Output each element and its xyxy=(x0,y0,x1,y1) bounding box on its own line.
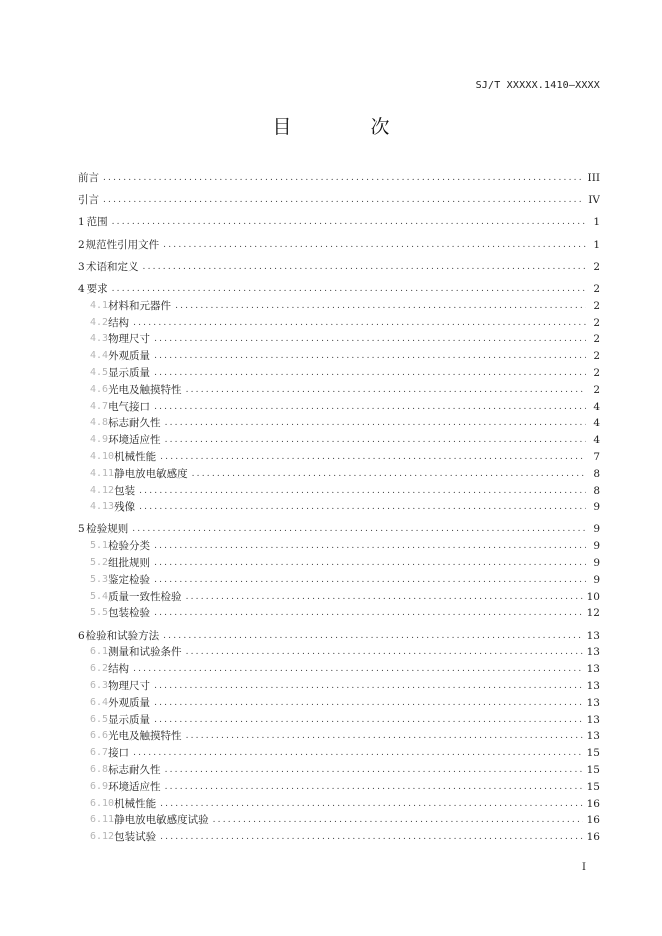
toc-entry[interactable] xyxy=(78,214,600,231)
toc-entry-page: 16 xyxy=(586,831,600,844)
toc-entry-page: 15 xyxy=(586,747,600,760)
toc-entry[interactable] xyxy=(78,762,600,779)
toc-entry-number: 4.12 xyxy=(90,484,115,496)
toc-dot-leader xyxy=(154,712,583,729)
toc-entry-number: 5.2 xyxy=(90,557,109,569)
toc-dot-leader xyxy=(139,499,586,516)
toc-dot-leader xyxy=(154,331,586,348)
toc-dot-leader xyxy=(160,829,583,846)
toc-dot-leader xyxy=(154,695,583,712)
toc-entry-label: 要求 xyxy=(86,282,108,295)
toc-entry-number: 6.6 xyxy=(90,730,109,742)
toc-dot-leader xyxy=(143,259,586,276)
toc-dot-leader xyxy=(154,348,586,365)
toc-entry-number: 6.8 xyxy=(90,764,109,776)
toc-entry[interactable] xyxy=(78,365,600,382)
toc-entry[interactable] xyxy=(78,415,600,432)
toc-entry-number: 6.2 xyxy=(90,663,109,675)
toc-entry-page: 2 xyxy=(593,383,600,396)
toc-dot-leader xyxy=(154,399,586,416)
toc-entry[interactable] xyxy=(78,678,600,695)
toc-entry-label: 静电放电敏感度 xyxy=(114,467,188,480)
toc-entry-number: 6.5 xyxy=(90,713,109,725)
toc-dot-leader xyxy=(154,678,583,695)
toc-entry-page: 2 xyxy=(593,260,600,273)
toc-entry-page: 2 xyxy=(593,282,600,295)
toc-entry[interactable] xyxy=(78,237,600,254)
toc-dot-leader xyxy=(133,745,583,762)
toc-entry-label: 光电及触摸特性 xyxy=(108,730,182,743)
toc-entry-page: 13 xyxy=(586,646,600,659)
toc-entry-label: 引言 xyxy=(78,194,99,207)
toc-entry[interactable] xyxy=(78,661,600,678)
toc-entry[interactable] xyxy=(78,483,600,500)
toc-entry[interactable] xyxy=(78,605,600,622)
toc-dot-leader xyxy=(186,589,583,606)
toc-entry-number: 6.9 xyxy=(90,780,109,792)
toc-dot-leader xyxy=(192,466,586,483)
document-code: SJ/T XXXXX.1410—XXXX xyxy=(475,80,600,91)
toc-entry-number: 4.2 xyxy=(90,316,109,328)
toc-entry-number: 6.4 xyxy=(90,696,109,708)
toc-dot-leader xyxy=(133,661,583,678)
toc-entry-page: 4 xyxy=(593,400,600,413)
toc-entry-number: 4.10 xyxy=(90,450,115,462)
toc-entry-label: 显示质量 xyxy=(108,713,151,726)
toc-entry-label: 测量和试验条件 xyxy=(108,646,182,659)
toc-entry[interactable] xyxy=(78,796,600,813)
toc-entry-number: 4.11 xyxy=(90,467,115,479)
toc-entry-number: 4.6 xyxy=(90,383,109,395)
toc-entry-label: 物理尺寸 xyxy=(108,680,151,693)
toc-entry[interactable] xyxy=(78,331,600,348)
toc-dot-leader xyxy=(165,762,583,779)
toc-entry-label: 机械性能 xyxy=(114,450,157,463)
toc-entry-page: 7 xyxy=(593,450,600,463)
toc-entry-page: 9 xyxy=(593,501,600,514)
toc-entry-page: 9 xyxy=(593,523,600,536)
toc-entry[interactable] xyxy=(78,555,600,572)
toc-entry-label: 环境适应性 xyxy=(108,780,161,793)
toc-entry-page: 10 xyxy=(586,590,600,603)
toc-entry-label: 外观质量 xyxy=(108,696,151,709)
toc-entry[interactable] xyxy=(78,728,600,745)
toc-entry-page: 2 xyxy=(593,333,600,346)
toc-entry[interactable] xyxy=(78,812,600,829)
toc-entry-page: 9 xyxy=(593,540,600,553)
toc-entry-page: 9 xyxy=(593,557,600,570)
toc-entry-label: 物理尺寸 xyxy=(108,333,151,346)
toc-dot-leader xyxy=(186,644,583,661)
toc-entry-number: 6 xyxy=(78,629,85,642)
toc-entry-page: 1 xyxy=(593,238,600,251)
toc-entry-page: 2 xyxy=(593,299,600,312)
toc-entry-number: 4.1 xyxy=(90,299,109,311)
toc-entry-page: 15 xyxy=(586,780,600,793)
toc-entry-number: 4.5 xyxy=(90,366,109,378)
toc-entry[interactable] xyxy=(78,466,600,483)
toc-entry[interactable] xyxy=(78,745,600,762)
toc-entry[interactable] xyxy=(78,499,600,516)
toc-entry-number: 6.7 xyxy=(90,747,109,759)
toc-dot-leader xyxy=(154,605,583,622)
toc-entry-label: 检验分类 xyxy=(108,540,151,553)
toc-entry-label: 前言 xyxy=(78,172,99,184)
toc-entry-page: 16 xyxy=(586,814,600,827)
toc-entry-label: 结构 xyxy=(108,316,130,329)
toc-entry-label: 规范性引用文件 xyxy=(85,238,160,251)
toc-entry-number: 6.3 xyxy=(90,680,109,692)
toc-entry[interactable] xyxy=(78,572,600,589)
toc-dot-leader xyxy=(160,449,586,466)
toc-entry-number: 4 xyxy=(78,282,85,295)
toc-entry-label: 电气接口 xyxy=(108,400,151,413)
toc-entry[interactable] xyxy=(78,348,600,365)
toc-entry[interactable] xyxy=(78,589,600,606)
toc-entry[interactable] xyxy=(78,695,600,712)
toc-entry-label: 术语和定义 xyxy=(86,260,139,273)
toc-entry-label: 材料和元器件 xyxy=(108,299,172,312)
toc-entry-number: 5.4 xyxy=(90,590,109,602)
toc-dot-leader xyxy=(163,237,586,254)
toc-entry-page: 16 xyxy=(586,797,600,810)
toc-entry-page: 13 xyxy=(586,680,600,693)
toc-entry-number: 5.3 xyxy=(90,573,109,585)
toc-entry-number: 4.13 xyxy=(90,501,115,513)
toc-dot-leader xyxy=(154,555,586,572)
toc-entry[interactable] xyxy=(78,712,600,729)
toc-dot-leader xyxy=(154,365,586,382)
toc-dot-leader xyxy=(175,298,586,315)
toc-entry-label: 外观质量 xyxy=(108,350,151,363)
toc-entry-number: 5.1 xyxy=(90,540,109,552)
toc-entry[interactable] xyxy=(78,315,600,332)
toc-entry-number: 6.12 xyxy=(90,831,115,843)
toc-entry-number: 5 xyxy=(78,523,85,536)
toc-entry-number: 1 xyxy=(78,216,85,229)
toc-entry-number: 4.4 xyxy=(90,350,109,362)
toc-entry[interactable] xyxy=(78,538,600,555)
toc-entry-number: 6.11 xyxy=(90,814,115,826)
toc-dot-leader xyxy=(154,572,586,589)
toc-entry-page: 13 xyxy=(586,663,600,676)
toc-entry-label: 包装试验 xyxy=(114,831,157,844)
toc-entry-label: 包装检验 xyxy=(108,607,151,620)
toc-entry-label: 检验和试验方法 xyxy=(85,629,160,642)
toc-dot-leader xyxy=(165,432,586,449)
page-title: 目 次 xyxy=(272,116,420,138)
toc-entry-label: 机械性能 xyxy=(114,797,157,810)
toc-entry-page: 13 xyxy=(586,730,600,743)
toc-entry-number: 6.10 xyxy=(90,797,115,809)
toc-entry-page: 2 xyxy=(593,366,600,379)
toc-dot-leader xyxy=(103,170,584,187)
toc-dot-leader xyxy=(139,483,586,500)
toc-entry-number: 2 xyxy=(78,238,85,251)
toc-dot-leader xyxy=(213,812,583,829)
toc-dot-leader xyxy=(160,796,583,813)
toc-entry[interactable] xyxy=(78,281,600,298)
toc-entry-label: 标志耐久性 xyxy=(108,417,161,430)
toc-entry-label: 接口 xyxy=(108,747,130,760)
toc-entry-page: 13 xyxy=(586,713,600,726)
toc-entry-label: 范围 xyxy=(86,216,108,229)
toc-dot-leader xyxy=(186,382,586,399)
toc-entry-label: 检验规则 xyxy=(86,523,129,536)
toc-entry[interactable] xyxy=(78,628,600,645)
toc-entry-label: 标志耐久性 xyxy=(108,764,161,777)
page-number: I xyxy=(582,862,586,873)
toc-entry-page: IV xyxy=(588,194,600,207)
toc-entry-label: 鉴定检验 xyxy=(108,573,151,586)
toc-dot-leader xyxy=(163,628,583,645)
toc-dot-leader xyxy=(165,415,586,432)
toc-entry-number: 6.1 xyxy=(90,646,109,658)
toc-entry-page: 1 xyxy=(593,216,600,229)
toc-entry-number: 4.3 xyxy=(90,333,109,345)
toc-entry-label: 环境适应性 xyxy=(108,434,161,447)
toc-entry-page: 8 xyxy=(593,467,600,480)
toc-entry[interactable] xyxy=(78,644,600,661)
toc-entry[interactable] xyxy=(78,259,600,276)
toc-dot-leader xyxy=(133,315,586,332)
toc-entry-label: 光电及触摸特性 xyxy=(108,383,182,396)
toc-entry-page: 12 xyxy=(586,607,600,620)
toc-entry-page: 8 xyxy=(593,484,600,497)
toc-entry[interactable] xyxy=(78,170,600,187)
toc-entry-page: 2 xyxy=(593,316,600,329)
toc-entry[interactable] xyxy=(78,449,600,466)
toc-entry-page: 9 xyxy=(593,573,600,586)
toc-dot-leader xyxy=(165,779,583,796)
toc-entry-page: 13 xyxy=(586,629,600,642)
toc-entry[interactable] xyxy=(78,298,600,315)
toc-entry-label: 结构 xyxy=(108,663,130,676)
toc-entry-page: 2 xyxy=(593,350,600,363)
toc-entry-number: 3 xyxy=(78,260,85,273)
toc-entry-label: 残像 xyxy=(114,501,136,514)
toc-entry-page: III xyxy=(587,172,600,184)
toc-dot-leader xyxy=(112,214,586,231)
toc-entry-label: 显示质量 xyxy=(108,366,151,379)
toc-entry-page: 4 xyxy=(593,434,600,447)
toc-dot-leader xyxy=(103,192,584,209)
toc-entry-page: 4 xyxy=(593,417,600,430)
toc-entry[interactable] xyxy=(78,779,600,796)
toc-entry-number: 4.7 xyxy=(90,400,109,412)
toc-entry-label: 静电放电敏感度试验 xyxy=(114,814,209,827)
toc-entry-label: 质量一致性检验 xyxy=(108,590,182,603)
toc-dot-leader xyxy=(154,538,586,555)
toc-entry-label: 组批规则 xyxy=(108,557,151,570)
toc-entry[interactable] xyxy=(78,829,600,846)
toc-entry-number: 4.8 xyxy=(90,417,109,429)
toc-entry-page: 13 xyxy=(586,696,600,709)
toc-entry-label: 包装 xyxy=(114,484,136,497)
toc-dot-leader xyxy=(186,728,583,745)
toc-entry-number: 4.9 xyxy=(90,434,109,446)
toc-entry[interactable] xyxy=(78,399,600,416)
toc-entry[interactable] xyxy=(78,192,600,209)
table-of-contents xyxy=(78,170,600,846)
toc-dot-leader xyxy=(132,521,586,538)
toc-entry[interactable] xyxy=(78,432,600,449)
toc-entry[interactable] xyxy=(78,521,600,538)
toc-entry[interactable] xyxy=(78,382,600,399)
toc-dot-leader xyxy=(112,281,586,298)
toc-entry-number: 5.5 xyxy=(90,607,109,619)
toc-entry-page: 15 xyxy=(586,764,600,777)
